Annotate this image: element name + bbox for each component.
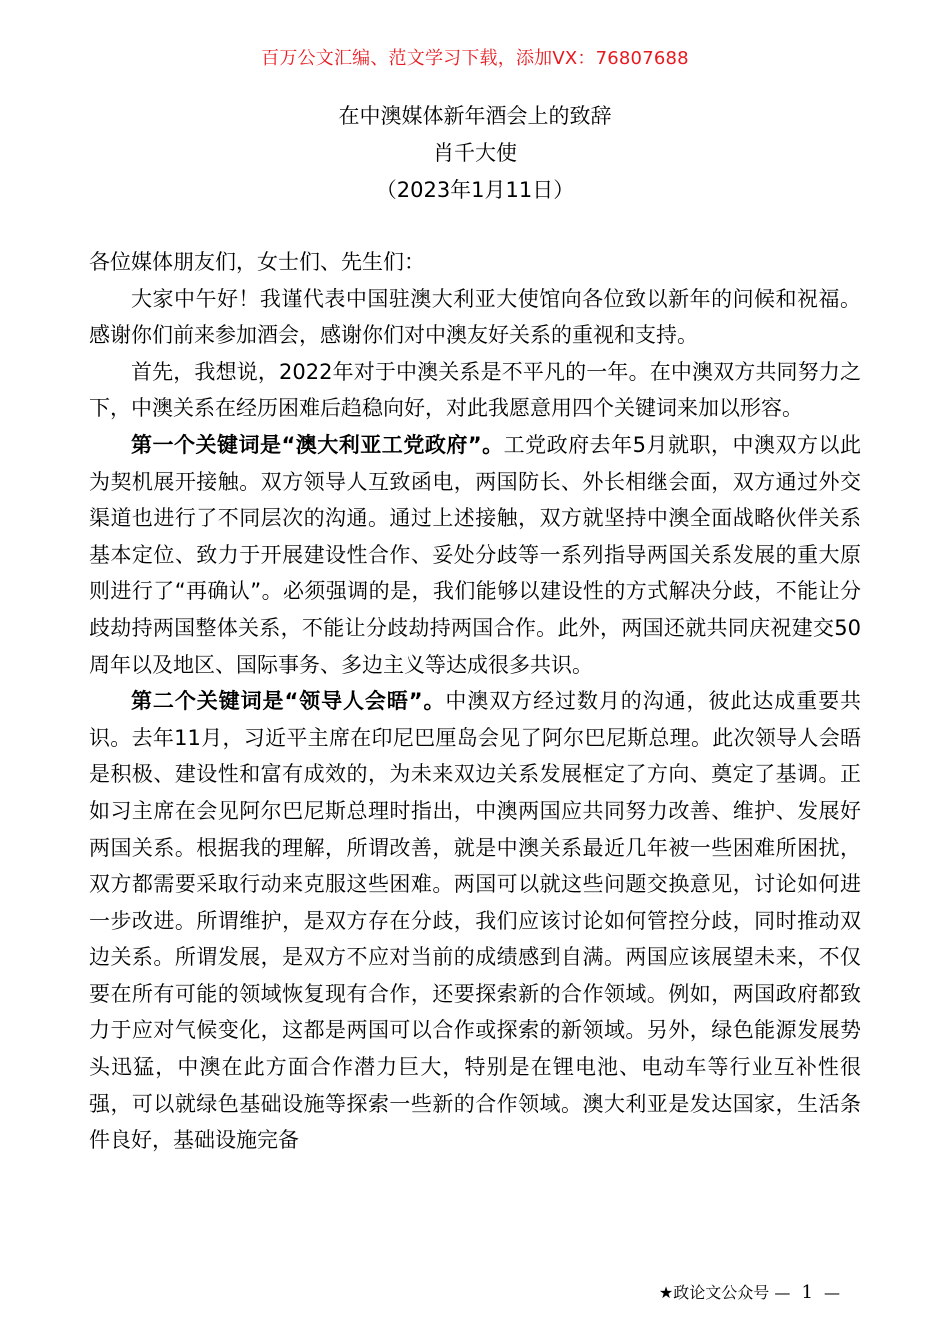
page-number: 1 xyxy=(801,1282,813,1303)
keyword-2-heading: 第二个关键词是“领导人会晤”。 xyxy=(131,689,446,714)
footer-source: ★政论文公众号 xyxy=(658,1283,770,1302)
speaker-name: 肖千大使 xyxy=(433,141,517,165)
body-text xyxy=(89,244,861,1159)
salutation: 各位媒体朋友们，女士们、先生们： xyxy=(89,250,425,274)
title-block xyxy=(0,98,950,209)
paragraph-3 xyxy=(89,427,861,683)
top-banner: 百万公文汇编、范文学习下载，添加VX：76807688 xyxy=(261,48,689,69)
footer-dash-right: — xyxy=(824,1283,840,1302)
page-footer xyxy=(659,1280,840,1306)
speech-title: 在中澳媒体新年酒会上的致辞 xyxy=(338,104,612,128)
paragraph-4-text: 中澳双方经过数月的沟通，彼此达成重要共识。去年11月，习近平主席在印尼巴厘岛会见了阿尔巴尼斯总理。此次领导人会晤是积极、建设性和富有成效的，为未来双边关系发展框定了方向、奠定了基调。正如习主席在会见阿尔巴尼斯总理时指出，中澳两国应共同努力改善、维护、发展好两国关系。根据我的理解，所谓改善，就是中澳关系最近几年被一些困难所困扰，双方都需要采取行动来克服这些困难。两国可以就这些问题交换意见，讨论如何进一步改进。所谓维护，是双方存在分歧，我们应该讨论如何管控分歧，同时推动双边关系。所谓发展，是双方不应对当前的成绩感到自满。两国应该展望未来，不仅要在所有可能的领域恢复现有合作，还要探索新的合作领域。例如，两国政府都致力于应对气候变化，这都是两国可以合作或探索的新领域。另外，绿色能源发展势头迅猛，中澳在此方面合作潜力巨大，特别是在锂电池、电动车等行业互补性很强，可以就绿色基础设施等探索一些新的合作领域。澳大利亚是发达国家，生活条件良好，基础设施完备 xyxy=(89,689,861,1153)
paragraph-3-text: 工党政府去年5月就职，中澳双方以此为契机展开接触。双方领导人互致函电，两国防长、外长相继会面，双方通过外交渠道也进行了不同层次的沟通。通过上述接触，双方就坚持中澳全面战略伙伴关系基本定位、致力于开展建设性合作、妥处分歧等一系列指导两国关系发展的重大原则进行了“再确认”。必须强调的是，我们能够以建设性的方式解决分歧，不能让分歧劫持两国整体关系，不能让分歧劫持两国合作。此外，两国还就共同庆祝建交50周年以及地区、国际事务、多边主义等达成很多共识。 xyxy=(89,432,861,677)
paragraph-1: 大家中午好！我谨代表中国驻澳大利亚大使馆向各位致以新年的问候和祝福。感谢你们前来参加酒会，感谢你们对中澳友好关系的重视和支持。 xyxy=(89,286,861,348)
paragraph-2: 首先，我想说，2022年对于中澳关系是不平凡的一年。在中澳双方共同努力之下，中澳关系在经历困难后趋稳向好，对此我愿意用四个关键词来加以形容。 xyxy=(89,359,861,421)
footer-dash-left: — xyxy=(774,1283,791,1302)
speech-date: （2023年1月11日） xyxy=(375,178,575,202)
paragraph-4 xyxy=(89,683,861,1159)
keyword-1-heading: 第一个关键词是“澳大利亚工党政府”。 xyxy=(131,432,504,457)
